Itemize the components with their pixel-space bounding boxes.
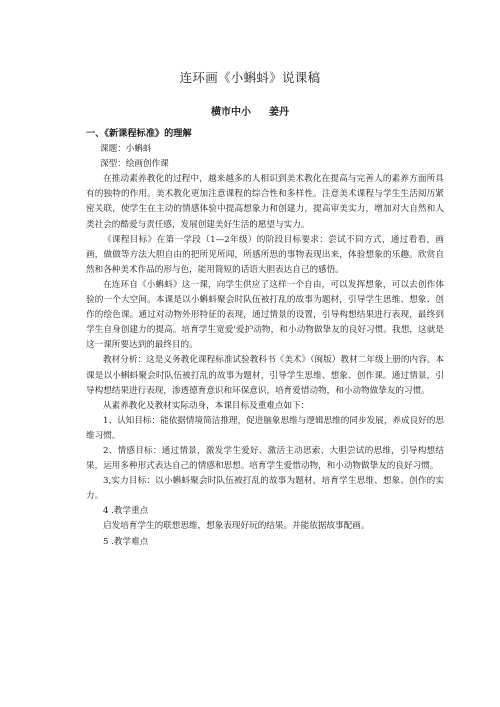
paragraph: 在推动素养教化的过程中，越来越多的人相识到美术教化在提高与完善人的素养方面所具有的独特的作用。美术教化更加注意课程的综合性和多样性。注意美术课程与学生生活阅历紧密关联，使学生在主动的情感体验中提高想象力和创建力，提高审美实力，增加对大自然和人类社会的酷爱与责任感，发展创建美好生活的愿望与实力。 <box>86 174 444 230</box>
lesson-topic: 课题：小蝌蚪 <box>100 144 152 155</box>
document-body <box>86 126 444 550</box>
paragraph: 启发培育学生的联想思维，想象表现好玩的结果。并能依据故事配画。 <box>103 521 370 532</box>
list-heading: 5 .教学难点 <box>103 536 149 547</box>
author-school: 横市中小 <box>211 107 251 118</box>
author-line <box>0 103 500 118</box>
paragraph: 《课程目标》在第一学段（1—2年级）的阶段目标要求：尝试不同方式，通过看看，画画，做做等方法大胆自由的把所见所闻，所感所思的事物表现出来，体验想象的乐趣。欣赏自然和各种美术作品的形与色，能用简短的话语大胆表达自己的感悟。 <box>86 234 444 275</box>
paragraph: 在连环自《小蝌蚪》这一课，向学生供应了这样一个自由，可以发挥想象，可以去创作体验的一个大空间。本课是以小蝌蚪聚会时队伍被打乱的故事为题材，引导学生思维、想象、创作的绘色课。通过对动物外形特征的表现，通过情景的设置，引导构想结果进行表现，最终到学生自身创建力的提高。培育学生宽爱'爱护动物，和小动物做挚友的良好习惯。我想，这就是这一课所要达到的最终目的。 <box>86 279 444 351</box>
author-name: 姜丹 <box>269 107 289 118</box>
paragraph: 从素养教化及教材实际动身，本课目标及重难点如下： <box>103 400 310 411</box>
paragraph: 教材分析：这是义务教化课程标准试验教科书《美术》（闽版）教材二年级上册的内容。本课是以小蝌蚪聚会时队伍被打乱的故事为题材，引导学生思维、想象、创作课。通过情景，引导构想结果进行表现，渗透德育意识和环保意识，培育爱惜动物，和小动物做挚友的习惯。 <box>86 355 444 396</box>
goal-item: 3,实力目标：以小蝌蚪聚会时队伍被打乱的故事为题材，培育学生思维、想象、创作的实力。 <box>86 476 444 502</box>
lesson-type: 深型：绘画创作课 <box>100 159 169 170</box>
goal-item: 2、情感目标：通过情景，激发学生爱好、激活主动思索、大胆尝试的思维，引导构想结果，运用多种形式表达自己的情感和思想。培育学生爱惜动物，和小动物做挚友的良好习惯。 <box>86 445 444 472</box>
section-heading: 一、《新课程标准》的理解 <box>86 128 192 139</box>
goal-item: 1、认知目标：能依据情境简洁推理，促进脑象思维与逻辑思维的同步发展，养成良好的思维习惯。 <box>86 415 444 441</box>
document-title: 连环画《小蝌蚪》说课稿 <box>179 70 321 85</box>
list-heading: 4 .教学重点 <box>103 506 149 517</box>
